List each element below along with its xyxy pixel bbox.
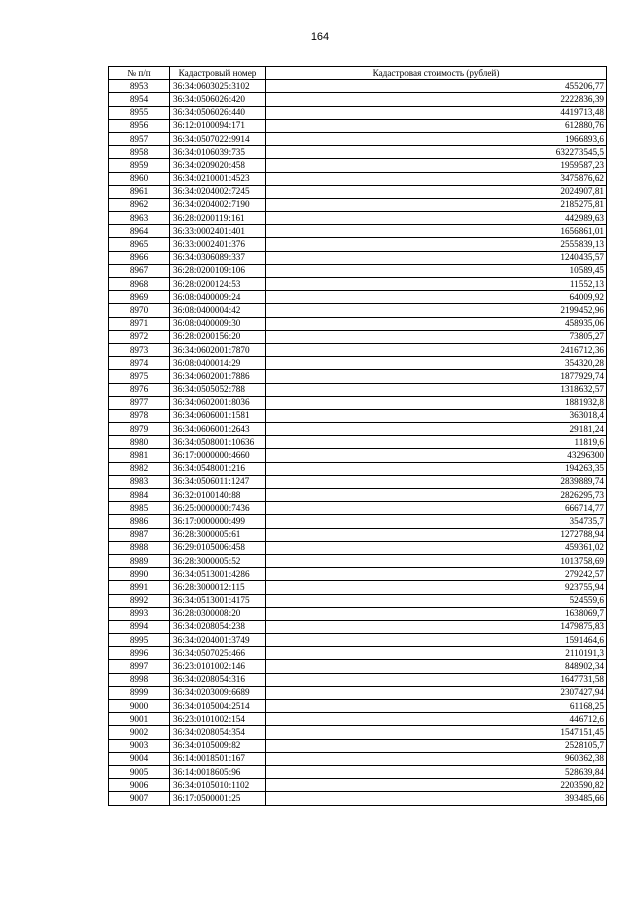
table-row: [109, 554, 607, 567]
row-number-cell: 8963: [109, 212, 170, 225]
cadastral-value-cell: 442989,63: [266, 212, 607, 225]
table-row: [109, 528, 607, 541]
row-number-cell: 9002: [109, 726, 170, 739]
cadastral-value-cell: 2222836,39: [266, 93, 607, 106]
table-row: [109, 515, 607, 528]
cadastral-value-cell: 2528105,7: [266, 739, 607, 752]
header-row-number: № п/п: [109, 67, 170, 80]
cadastral-value-cell: 458935,06: [266, 317, 607, 330]
cadastral-number-cell: 36:28:3000012:115: [170, 581, 266, 594]
cadastral-number-cell: 36:34:0602001:7886: [170, 370, 266, 383]
cadastral-number-cell: 36:34:0210001:4523: [170, 172, 266, 185]
row-number-cell: 8991: [109, 581, 170, 594]
cadastral-value-cell: 446712,6: [266, 713, 607, 726]
row-number-cell: 8954: [109, 93, 170, 106]
table-row: [109, 700, 607, 713]
cadastral-number-cell: 36:33:0002401:401: [170, 225, 266, 238]
cadastral-number-cell: 36:34:0208054:238: [170, 620, 266, 633]
row-number-cell: 8976: [109, 383, 170, 396]
cadastral-value-cell: 1591464,6: [266, 634, 607, 647]
cadastral-number-cell: 36:28:0200109:106: [170, 264, 266, 277]
cadastral-number-cell: 36:23:0101002:146: [170, 660, 266, 673]
cadastral-number-cell: 36:12:0100094:171: [170, 119, 266, 132]
cadastral-value-cell: 528639,84: [266, 765, 607, 778]
cadastral-value-cell: 4419713,48: [266, 106, 607, 119]
table-row: [109, 172, 607, 185]
cadastral-number-cell: 36:34:0602001:7870: [170, 343, 266, 356]
cadastral-value-cell: 73805,27: [266, 330, 607, 343]
cadastral-number-cell: 36:14:0018501:167: [170, 752, 266, 765]
table-row: [109, 278, 607, 291]
cadastral-value-cell: 194263,35: [266, 462, 607, 475]
cadastral-value-cell: 354320,28: [266, 357, 607, 370]
row-number-cell: 8958: [109, 146, 170, 159]
row-number-cell: 8960: [109, 172, 170, 185]
row-number-cell: 8982: [109, 462, 170, 475]
row-number-cell: 8956: [109, 119, 170, 132]
cadastral-value-cell: 64009,92: [266, 291, 607, 304]
row-number-cell: 9000: [109, 700, 170, 713]
row-number-cell: 8972: [109, 330, 170, 343]
table-row: [109, 198, 607, 211]
table-row: [109, 449, 607, 462]
row-number-cell: 8983: [109, 475, 170, 488]
cadastral-number-cell: 36:17:0000000:499: [170, 515, 266, 528]
row-number-cell: 9003: [109, 739, 170, 752]
cadastral-value-table: [108, 66, 607, 806]
cadastral-value-cell: 455206,77: [266, 80, 607, 93]
cadastral-value-cell: 1272788,94: [266, 528, 607, 541]
cadastral-number-cell: 36:34:0105009:82: [170, 739, 266, 752]
row-number-cell: 8967: [109, 264, 170, 277]
cadastral-number-cell: 36:08:0400009:24: [170, 291, 266, 304]
cadastral-value-cell: 2307427,94: [266, 686, 607, 699]
table-row: [109, 686, 607, 699]
cadastral-number-cell: 36:34:0506026:420: [170, 93, 266, 106]
cadastral-value-cell: 279242,57: [266, 568, 607, 581]
cadastral-number-cell: 36:25:0000000:7436: [170, 502, 266, 515]
table-row: [109, 673, 607, 686]
cadastral-value-cell: 524559,6: [266, 594, 607, 607]
table-row: [109, 502, 607, 515]
cadastral-value-cell: 11819,6: [266, 436, 607, 449]
cadastral-value-cell: 1959587,23: [266, 159, 607, 172]
row-number-cell: 8970: [109, 304, 170, 317]
cadastral-number-cell: 36:34:0513001:4175: [170, 594, 266, 607]
table-row: [109, 409, 607, 422]
table-row: [109, 594, 607, 607]
row-number-cell: 9004: [109, 752, 170, 765]
row-number-cell: 8990: [109, 568, 170, 581]
row-number-cell: 9005: [109, 765, 170, 778]
table-row: [109, 106, 607, 119]
cadastral-number-cell: 36:34:0208054:316: [170, 673, 266, 686]
cadastral-number-cell: 36:28:0200124:53: [170, 278, 266, 291]
cadastral-number-cell: 36:34:0507022:9914: [170, 132, 266, 145]
table-row: [109, 396, 607, 409]
cadastral-value-cell: 1318632,57: [266, 383, 607, 396]
cadastral-value-cell: 29181,24: [266, 423, 607, 436]
row-number-cell: 8985: [109, 502, 170, 515]
cadastral-value-cell: 632273545,5: [266, 146, 607, 159]
cadastral-number-cell: 36:34:0602001:8036: [170, 396, 266, 409]
cadastral-number-cell: 36:14:0018605:96: [170, 765, 266, 778]
table-row: [109, 765, 607, 778]
cadastral-number-cell: 36:28:0200156:20: [170, 330, 266, 343]
table-row: [109, 462, 607, 475]
table-row: [109, 713, 607, 726]
row-number-cell: 8993: [109, 607, 170, 620]
cadastral-number-cell: 36:08:0400009:30: [170, 317, 266, 330]
row-number-cell: 8973: [109, 343, 170, 356]
cadastral-number-cell: 36:34:0505052:788: [170, 383, 266, 396]
cadastral-number-cell: 36:34:0204002:7190: [170, 198, 266, 211]
row-number-cell: 8971: [109, 317, 170, 330]
cadastral-number-cell: 36:34:0603025:3102: [170, 80, 266, 93]
cadastral-value-cell: 1240435,57: [266, 251, 607, 264]
row-number-cell: 9007: [109, 792, 170, 805]
table-row: [109, 304, 607, 317]
table-row: [109, 647, 607, 660]
table-row: [109, 330, 607, 343]
cadastral-value-cell: 459361,02: [266, 541, 607, 554]
cadastral-value-cell: 1013758,69: [266, 554, 607, 567]
row-number-cell: 8957: [109, 132, 170, 145]
table-row: [109, 475, 607, 488]
cadastral-value-cell: 43296300: [266, 449, 607, 462]
row-number-cell: 8995: [109, 634, 170, 647]
cadastral-number-cell: 36:34:0508001:10636: [170, 436, 266, 449]
cadastral-value-cell: 1479875,83: [266, 620, 607, 633]
row-number-cell: 8962: [109, 198, 170, 211]
row-number-cell: 8999: [109, 686, 170, 699]
cadastral-value-cell: 61168,25: [266, 700, 607, 713]
table-row: [109, 159, 607, 172]
cadastral-number-cell: 36:34:0204002:7245: [170, 185, 266, 198]
table-row: [109, 80, 607, 93]
row-number-cell: 8994: [109, 620, 170, 633]
cadastral-number-cell: 36:17:0000000:4660: [170, 449, 266, 462]
cadastral-number-cell: 36:29:0105006:458: [170, 541, 266, 554]
table-row: [109, 212, 607, 225]
cadastral-value-cell: 10589,45: [266, 264, 607, 277]
row-number-cell: 8989: [109, 554, 170, 567]
table-row: [109, 541, 607, 554]
table-row: [109, 607, 607, 620]
row-number-cell: 9001: [109, 713, 170, 726]
table-row: [109, 93, 607, 106]
row-number-cell: 8975: [109, 370, 170, 383]
cadastral-number-cell: 36:28:0300008:20: [170, 607, 266, 620]
cadastral-value-cell: 960362,38: [266, 752, 607, 765]
row-number-cell: 8988: [109, 541, 170, 554]
row-number-cell: 8981: [109, 449, 170, 462]
table-row: [109, 225, 607, 238]
row-number-cell: 8964: [109, 225, 170, 238]
table-row: [109, 581, 607, 594]
cadastral-number-cell: 36:34:0203009:6689: [170, 686, 266, 699]
page-number: 164: [310, 31, 330, 43]
cadastral-value-cell: 2416712,36: [266, 343, 607, 356]
table-row: [109, 343, 607, 356]
table-row: [109, 370, 607, 383]
cadastral-value-cell: 1647731,58: [266, 673, 607, 686]
cadastral-number-cell: 36:34:0548001:216: [170, 462, 266, 475]
table-row: [109, 291, 607, 304]
cadastral-value-cell: 2555839,13: [266, 238, 607, 251]
cadastral-value-cell: 2826295,73: [266, 489, 607, 502]
cadastral-value-cell: 11552,13: [266, 278, 607, 291]
cadastral-number-cell: 36:34:0606001:1581: [170, 409, 266, 422]
cadastral-number-cell: 36:34:0209020:458: [170, 159, 266, 172]
cadastral-number-cell: 36:34:0105004:2514: [170, 700, 266, 713]
table-row: [109, 238, 607, 251]
cadastral-value-cell: 363018,4: [266, 409, 607, 422]
cadastral-number-cell: 36:34:0513001:4286: [170, 568, 266, 581]
cadastral-value-cell: 2024907,81: [266, 185, 607, 198]
cadastral-value-cell: 2203590,82: [266, 779, 607, 792]
row-number-cell: 8984: [109, 489, 170, 502]
table-row: [109, 739, 607, 752]
row-number-cell: 8969: [109, 291, 170, 304]
cadastral-value-cell: 1877929,74: [266, 370, 607, 383]
cadastral-number-cell: 36:34:0306089:337: [170, 251, 266, 264]
cadastral-value-cell: 666714,77: [266, 502, 607, 515]
cadastral-value-cell: 2110191,3: [266, 647, 607, 660]
row-number-cell: 8965: [109, 238, 170, 251]
row-number-cell: 8961: [109, 185, 170, 198]
row-number-cell: 9006: [109, 779, 170, 792]
cadastral-number-cell: 36:34:0208054:354: [170, 726, 266, 739]
cadastral-value-cell: 612880,76: [266, 119, 607, 132]
row-number-cell: 8959: [109, 159, 170, 172]
cadastral-value-cell: 1881932,8: [266, 396, 607, 409]
row-number-cell: 8977: [109, 396, 170, 409]
cadastral-number-cell: 36:32:0100140:88: [170, 489, 266, 502]
table-row: [109, 779, 607, 792]
cadastral-number-cell: 36:34:0506011:1247: [170, 475, 266, 488]
table-row: [109, 792, 607, 805]
table-row: [109, 660, 607, 673]
row-number-cell: 8987: [109, 528, 170, 541]
table-row: [109, 568, 607, 581]
cadastral-number-cell: 36:34:0106039:735: [170, 146, 266, 159]
row-number-cell: 8998: [109, 673, 170, 686]
cadastral-value-cell: 923755,94: [266, 581, 607, 594]
row-number-cell: 8979: [109, 423, 170, 436]
row-number-cell: 8968: [109, 278, 170, 291]
table-row: [109, 752, 607, 765]
table-header-row: [109, 67, 607, 80]
table-body: [109, 80, 607, 805]
row-number-cell: 8966: [109, 251, 170, 264]
cadastral-number-cell: 36:28:0200119:161: [170, 212, 266, 225]
cadastral-value-cell: 1966893,6: [266, 132, 607, 145]
table-row: [109, 146, 607, 159]
cadastral-value-cell: 1547151,45: [266, 726, 607, 739]
row-number-cell: 8986: [109, 515, 170, 528]
cadastral-value-cell: 2185275,81: [266, 198, 607, 211]
cadastral-value-cell: 393485,66: [266, 792, 607, 805]
cadastral-value-cell: 1656861,01: [266, 225, 607, 238]
row-number-cell: 8955: [109, 106, 170, 119]
cadastral-value-cell: 354735,7: [266, 515, 607, 528]
row-number-cell: 8953: [109, 80, 170, 93]
table-row: [109, 620, 607, 633]
table-row: [109, 357, 607, 370]
table-row: [109, 264, 607, 277]
cadastral-number-cell: 36:34:0606001:2643: [170, 423, 266, 436]
cadastral-number-cell: 36:34:0204001:3749: [170, 634, 266, 647]
table-row: [109, 251, 607, 264]
cadastral-number-cell: 36:34:0506026:440: [170, 106, 266, 119]
header-cadastral-value: Кадастровая стоимость (рублей): [266, 67, 607, 80]
table-row: [109, 436, 607, 449]
cadastral-number-cell: 36:28:3000005:52: [170, 554, 266, 567]
cadastral-number-cell: 36:08:0400004:42: [170, 304, 266, 317]
cadastral-number-cell: 36:08:0400014:29: [170, 357, 266, 370]
cadastral-number-cell: 36:34:0105010:1102: [170, 779, 266, 792]
table-row: [109, 185, 607, 198]
cadastral-number-cell: 36:23:0101002:154: [170, 713, 266, 726]
row-number-cell: 8974: [109, 357, 170, 370]
table-row: [109, 383, 607, 396]
cadastral-number-cell: 36:33:0002401:376: [170, 238, 266, 251]
row-number-cell: 8978: [109, 409, 170, 422]
row-number-cell: 8997: [109, 660, 170, 673]
row-number-cell: 8992: [109, 594, 170, 607]
cadastral-value-cell: 1638069,7: [266, 607, 607, 620]
table-row: [109, 423, 607, 436]
table-row: [109, 489, 607, 502]
table-row: [109, 726, 607, 739]
cadastral-value-cell: 2199452,96: [266, 304, 607, 317]
cadastral-value-cell: 3475876,62: [266, 172, 607, 185]
cadastral-number-cell: 36:34:0507025:466: [170, 647, 266, 660]
row-number-cell: 8996: [109, 647, 170, 660]
cadastral-number-cell: 36:28:3000005:61: [170, 528, 266, 541]
table-row: [109, 317, 607, 330]
cadastral-value-cell: 848902,34: [266, 660, 607, 673]
cadastral-number-cell: 36:17:0500001:25: [170, 792, 266, 805]
cadastral-value-cell: 2839889,74: [266, 475, 607, 488]
header-cadastral-number: Кадастровый номер: [170, 67, 266, 80]
table-row: [109, 119, 607, 132]
row-number-cell: 8980: [109, 436, 170, 449]
table-row: [109, 634, 607, 647]
table-row: [109, 132, 607, 145]
